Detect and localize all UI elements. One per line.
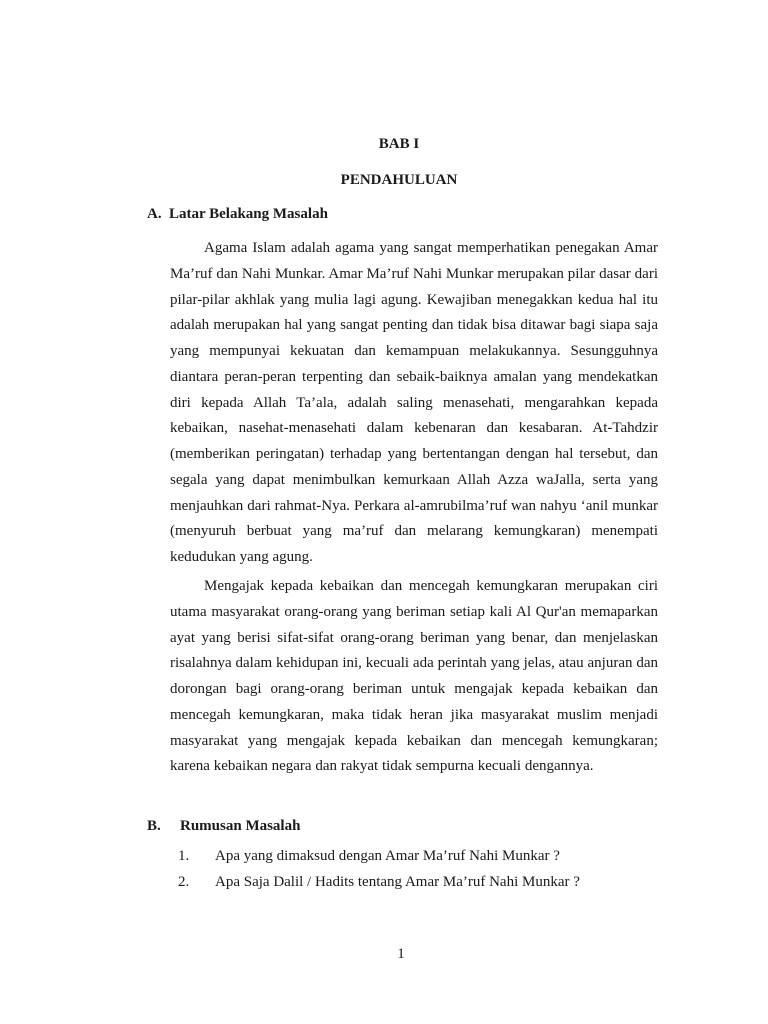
chapter-title: PENDAHULUAN: [340, 172, 458, 188]
section-b-title: Rumusan Masalah: [180, 818, 301, 834]
page-number: 1: [397, 946, 405, 962]
list-item: [178, 869, 580, 895]
list-item-number: 1.: [178, 848, 190, 864]
section-b-heading: [147, 818, 300, 835]
section-b-marker: B.: [147, 818, 161, 834]
section-a-paragraph-2: Mengajak kepada kebaikan dan mencegah kemungkaran merupakan ciri utama masyarakat orang-orang yang beriman setiap kali Al Qur'an memaparkan ayat yang berisi sifat-sifat orang-orang beriman yang benar, dan menjelaskan risalahnya dalam kehidupan ini, kecuali ada perintah yang jelas, atau anjuran dan dorongan bagi orang-orang beriman untuk mengajak kepada kebaikan dan mencegah kemungkaran, maka tidak heran jika masyarakat muslim menjadi masyarakat yang mengajak kepada kebaikan dan mencegah kemungkaran; karena kebaikan negara dan rakyat tidak sempurna kecuali dengannya.: [170, 578, 658, 775]
list-item-text: Apa Saja Dalil / Hadits tentang Amar Ma’ruf Nahi Munkar ?: [215, 874, 580, 890]
list-item-text: Apa yang dimaksud dengan Amar Ma’ruf Nahi Munkar ?: [215, 848, 560, 864]
section-a-paragraph-1: Agama Islam adalah agama yang sangat memperhatikan penegakan Amar Ma’ruf dan Nahi Munkar. Amar Ma’ruf Nahi Munkar merupakan pilar dasar dari pilar-pilar akhlak yang mulia lagi agung. Kewajiban menegakkan kedua hal itu adalah merupakan hal yang sangat penting dan tidak bisa ditawar bagi siapa saja yang mempunyai kekuatan dan kemampuan melakukannya. Sesungguhnya diantara peran-peran terpenting dan sebaik-baiknya amalan yang mendekatkan diri kepada Allah Ta’ala, adalah saling menasehati, mengarahkan kepada kebaikan, nasehat-menasehati dalam kebenaran dan kesabaran. At-Tahdzir (memberikan peringatan) terhadap yang bertentangan dengan hal tersebut, dan segala yang dapat menimbulkan kemurkaan Allah Azza waJalla, serta yang menjauhkan dari rahmat-Nya. Perkara al-amrubilma’ruf wan nahyu ‘anil munkar (menyuruh berbuat yang ma’ruf dan melarang kemungkaran) menempati kedudukan yang agung.: [170, 240, 658, 565]
list-item: [178, 843, 580, 869]
problem-list: [178, 843, 580, 895]
section-a-marker: A.: [147, 206, 162, 222]
chapter-label: BAB I: [378, 136, 420, 152]
section-a-heading: [147, 206, 328, 223]
list-item-number: 2.: [178, 874, 190, 890]
section-a-title: Latar Belakang Masalah: [169, 206, 328, 222]
